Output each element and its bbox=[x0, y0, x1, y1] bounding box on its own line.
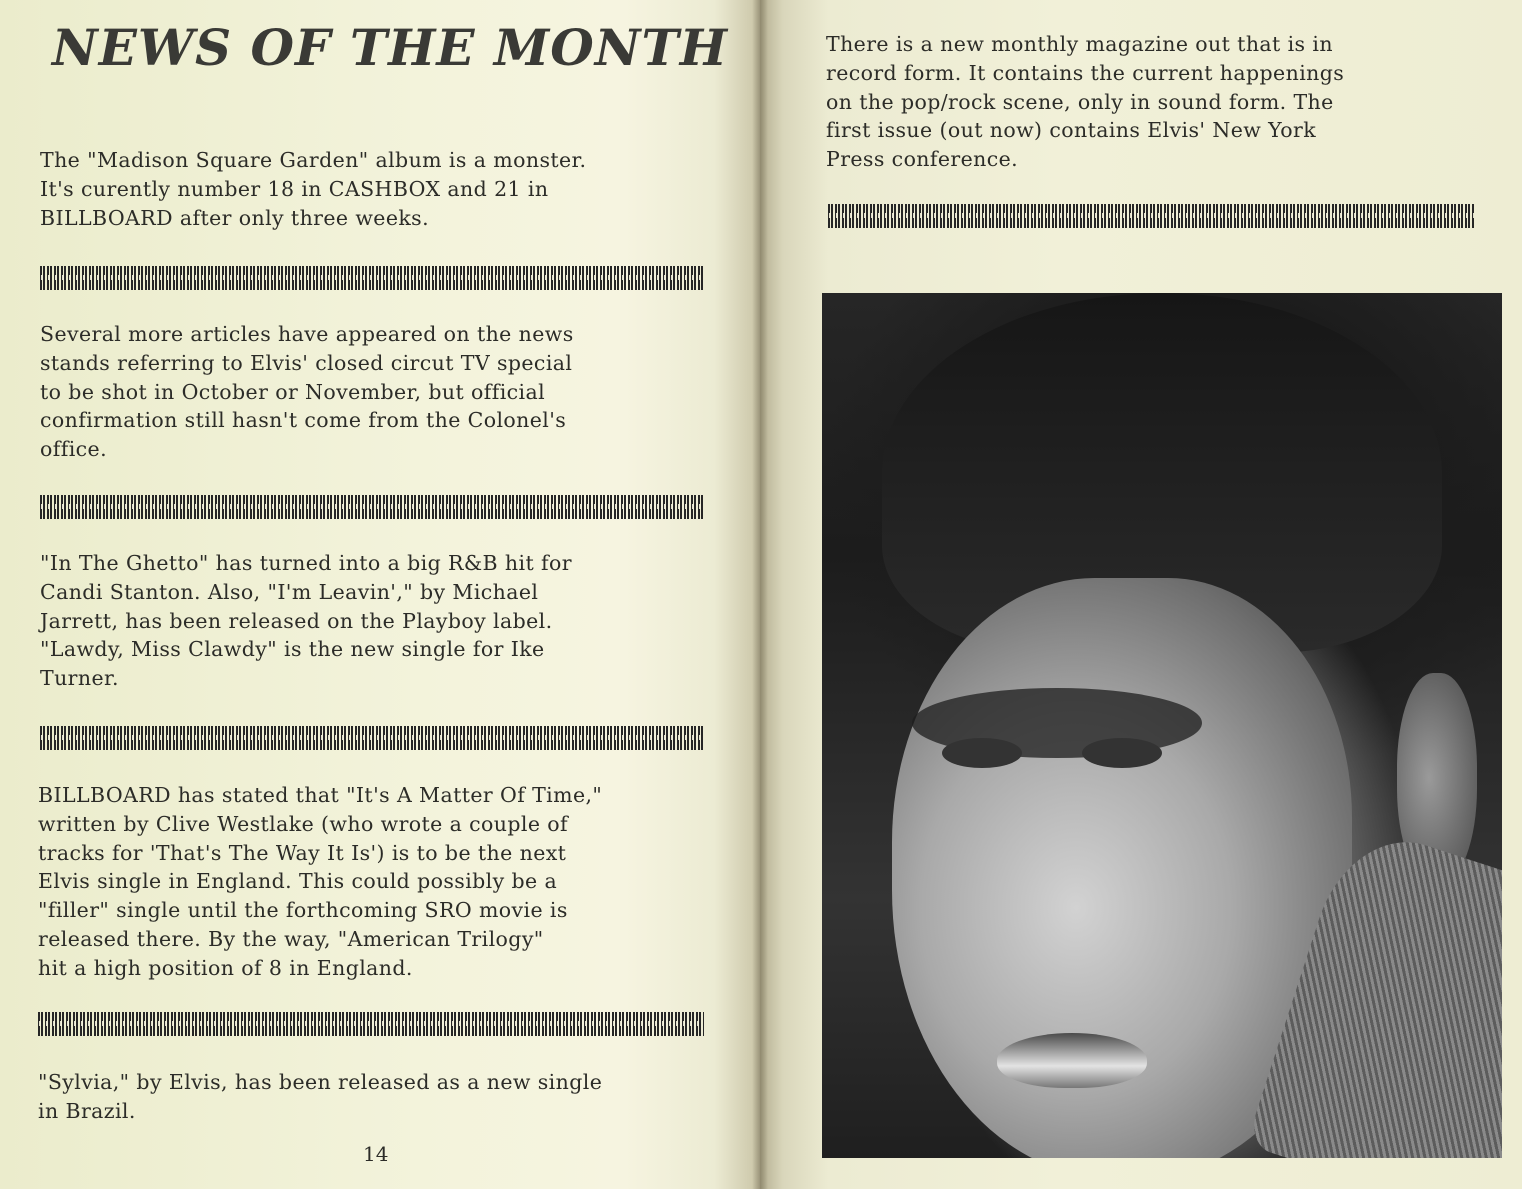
ornamental-divider bbox=[40, 266, 704, 290]
news-item-line: "filler" single until the forthcoming SRO movie is bbox=[38, 898, 568, 923]
news-item-line: It's curently number 18 in CASHBOX and 21 in bbox=[40, 176, 549, 201]
news-item-line: written by Clive Westlake (who wrote a couple of bbox=[38, 811, 569, 836]
news-item-line: "In The Ghetto" has turned into a big R&B hit for bbox=[40, 551, 572, 575]
page-number: 14 bbox=[363, 1142, 389, 1166]
news-item-line: BILLBOARD after only three weeks. bbox=[40, 205, 430, 230]
ornamental-divider bbox=[40, 495, 704, 519]
news-item-line: "Lawdy, Miss Clawdy" is the new single for Ike bbox=[40, 637, 545, 662]
left-page bbox=[0, 0, 760, 1189]
news-item-line: tracks for 'That's The Way It Is') is to be the next bbox=[38, 840, 567, 865]
news-item-2 bbox=[40, 320, 574, 464]
news-item-line: Jarrett, has been released on the Playboy label. bbox=[40, 608, 553, 633]
photo-eye-shape bbox=[942, 738, 1022, 768]
news-item-line: record form. It contains the current happenings bbox=[826, 60, 1345, 85]
news-item-line: on the pop/rock scene, only in sound form. The bbox=[826, 89, 1334, 114]
news-item-line: BILLBOARD has stated that "It's A Matter Of Time," bbox=[38, 783, 603, 807]
news-item-line: confirmation still hasn't come from the Colonel's bbox=[40, 408, 567, 433]
ornamental-divider bbox=[38, 1012, 704, 1036]
news-item-line: stands referring to Elvis' closed circut TV special bbox=[40, 350, 573, 375]
news-item-line: office. bbox=[40, 437, 108, 462]
news-item-line: first issue (out now) contains Elvis' New York bbox=[826, 118, 1317, 143]
news-item-5 bbox=[38, 1068, 602, 1126]
book-gutter bbox=[752, 0, 768, 1189]
news-item-line: Candi Stanton. Also, "I'm Leavin'," by Michael bbox=[40, 579, 539, 604]
news-item-line: The "Madison Square Garden" album is a monster. bbox=[40, 148, 587, 172]
news-item-line: hit a high position of 8 in England. bbox=[38, 955, 413, 980]
photo-eye-shape bbox=[1082, 738, 1162, 768]
news-item-line: Several more articles have appeared on the news bbox=[40, 322, 574, 346]
news-item-line: There is a new monthly magazine out that is in bbox=[826, 32, 1333, 56]
news-item-line: Turner. bbox=[40, 666, 119, 691]
ornamental-divider bbox=[828, 204, 1474, 228]
page-headline: NEWS OF THE MONTH bbox=[52, 18, 728, 77]
portrait-photo bbox=[822, 293, 1502, 1158]
news-item-line: "Sylvia," by Elvis, has been released as a new single bbox=[38, 1070, 603, 1094]
news-item-line: released there. By the way, "American Trilogy" bbox=[38, 926, 544, 951]
news-item-3 bbox=[40, 549, 572, 693]
news-item-line: Elvis single in England. This could possibly be a bbox=[38, 869, 558, 894]
news-item-line: Press conference. bbox=[826, 147, 1019, 172]
news-item-line: in Brazil. bbox=[38, 1098, 136, 1123]
news-item-6 bbox=[826, 30, 1344, 174]
news-item-1 bbox=[40, 146, 586, 232]
photo-mouth-shape bbox=[997, 1033, 1147, 1088]
ornamental-divider bbox=[40, 726, 704, 750]
news-item-line: to be shot in October or November, but official bbox=[40, 379, 546, 404]
news-item-4 bbox=[38, 781, 602, 983]
